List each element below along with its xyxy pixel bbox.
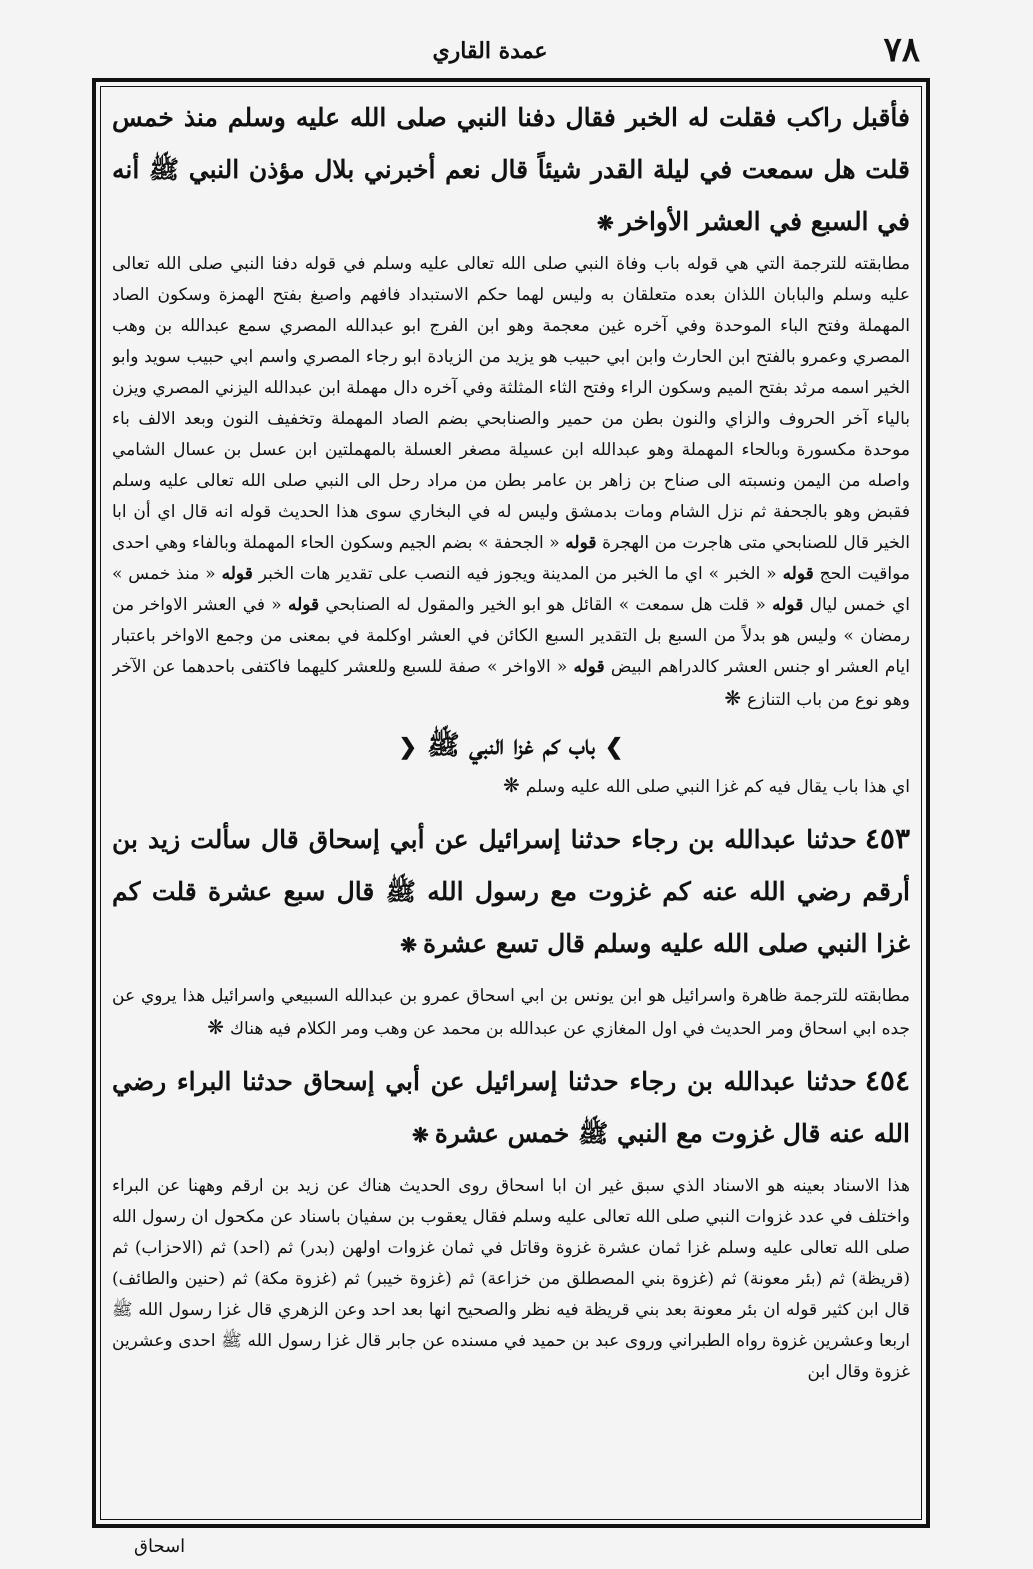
commentary-keyword: قوله — [565, 533, 597, 553]
commentary-text: « قلت هل سمعت » القائل هو ابو الخير والمقول له الصنابحي — [319, 595, 773, 615]
hadith-454-text: حدثنا عبدالله بن رجاء حدثنا إسرائيل عن أبي إسحاق حدثنا البراء رضي الله عنه قال غزوت مع النبي ﷺ خمس عشرة — [112, 1067, 910, 1148]
commentary-keyword: قوله — [287, 595, 320, 615]
commentary-text: « الاواخر » صفة للسبع وللعشر كليهما فاكتفى باحدهما عن الآخر وهو نوع من باب التنازع — [112, 657, 910, 710]
page-header — [60, 30, 920, 80]
page-content — [112, 92, 910, 1516]
commentary-paragraph-2: مطابقته للترجمة ظاهرة واسرائيل هو ابن يونس بن ابي اسحاق عمرو بن عبدالله السبيعي واسرائيل هذا يروي عن جده ابي اسحاق ومر الحديث في اول المغازي عن عبدالله بن محمد عن وهب ومر الكلام فيه هناك❋ — [112, 986, 910, 1039]
page-number: ٧٨ — [883, 30, 920, 70]
commentary-text: مطابقته للترجمة التي هي قوله باب وفاة النبي صلى الله تعالى عليه وسلم في قوله دفنا النبي صلى الله تعالى عليه وسلم والبابان اللذان بعده متعلقان به وليس لهما حكم الاستبداد فافهم واصبغ بفتح الهمزة وسكون الصاد المهملة وفتح الباء الموحدة وفي آخره غين معجمة وهو ابن الفرج ابو عبدالله المصري سمع عبدالله بن وهب المصري وعمرو بالفتح ابن الحارث وابن ابي حبيب هو يزيد من الزيادة ابو رجاء المصري واسم ابي حبيب سويد وابو الخير اسمه مرثد بفتح الميم وسكون الراء وفتح الثاء المثلثة وفي آخره دال مهملة ابن عبدالله اليزني المصري ويزن بالياء آخر الحروف والزاي والنون بطن من حمير والصنابحي بضم الصاد المهملة وتخفيف النون وبعد الالف باء موحدة مكسورة وبالحاء المهملة وهو عبدالله ابن عسيلة مصغر العسلة بالمهملتين ابن عسل بن عسال الشامي واصله من اليمن ونسبته الى صناح بن زاهر بن عامر بطن من مراد رحل الى النبي صلى الله تعالى عليه وسلم فقبض وهو بالجحفة ثم نزل الشام ومات بدمشق وليس له في البخاري سوى هذا الحديث قوله انه قال اي أن ابا الخير قال للصنابحي متى هاجرت من الهجرة — [112, 254, 910, 553]
chapter-heading-text: باب كم غزا النبي ﷺ — [427, 730, 595, 761]
end-ornament-icon: ❋ — [207, 1015, 225, 1039]
commentary-text: « منذ خمس » اي خمس ليال — [112, 564, 910, 615]
hadith-text-top: فأقبل راكب فقلت له الخبر فقال دفنا النبي صلى الله عليه وسلم منذ خمس قلت هل سمعت في ليلة القدر شيئاً قال نعم أخبرني بلال مؤذن النبي ﷺ أنه في السبع في العشر الأواخر❋ — [112, 103, 910, 236]
hadith-number: ٤٥٤ — [864, 1064, 910, 1097]
ornament-right-icon: ❯ — [604, 734, 624, 760]
commentary-keyword: قوله — [772, 595, 804, 615]
chapter-subtitle: اي هذا باب يقال فيه كم غزا النبي صلى الله عليه وسلم❋ — [502, 773, 910, 797]
hadith-453 — [112, 813, 910, 971]
hadith-number: ٤٥٣ — [864, 822, 910, 855]
ornament-left-icon: ❮ — [398, 734, 418, 760]
end-ornament-icon: ❋ — [400, 933, 417, 957]
commentary-keyword: قوله — [573, 657, 605, 677]
commentary-keyword: قوله — [782, 564, 814, 584]
end-ornament-icon: ❋ — [596, 211, 614, 235]
commentary-text: « الخبر » اي ما الخبر من المدينة ويجوز فيه النصب على تقدير هات الخبر — [252, 564, 783, 584]
end-ornament-icon: ❋ — [724, 686, 742, 710]
commentary-paragraph-1 — [112, 249, 910, 716]
catchword: اسحاق — [134, 1536, 186, 1557]
commentary-keyword: قوله — [221, 564, 253, 584]
end-ornament-icon: ❋ — [502, 773, 520, 797]
commentary-paragraph-3: هذا الاسناد بعينه هو الاسناد الذي سبق غير ان ابا اسحاق روى الحديث هناك عن زيد بن ارقم وههنا عن البراء واختلف في عدد غزوات النبي صلى الله تعالى عليه وسلم فقال يعقوب بن سفيان باسناد عن مكحول ان رسول الله صلى الله تعالى عليه وسلم غزا ثمان عشرة غزوة وقاتل في ثمان غزوات اولهن (بدر) ثم (احد) ثم (الاحزاب) ثم (قريظة) ثم (بئر معونة) ثم (غزوة بني المصطلق من خزاعة) ثم (غزوة خيبر) ثم (غزوة مكة) ثم (حنين والطائف) قال ابن كثير قوله ان بئر معونة بعد بني قريظة فيه نظر والصحيح انها بعد احد وعن الزهري قال غزا رسول الله ﷺ اربعا وعشرين غزوة رواه الطبراني وروى عبد بن حميد في مسنده عن جابر قال غزا رسول الله ﷺ احدى وعشرين غزوة وقال ابن — [112, 1176, 910, 1382]
commentary-text: « الجحفة » بضم الجيم وسكون الحاء المهملة وبالفاء وهي احدى مواقيت الحج — [112, 533, 910, 584]
running-title: عمدة القاري — [432, 38, 548, 64]
end-ornament-icon: ❋ — [412, 1123, 429, 1147]
hadith-454 — [112, 1055, 910, 1161]
hadith-453-text: حدثنا عبدالله بن رجاء حدثنا إسرائيل عن أبي إسحاق قال سألت زيد بن أرقم رضي الله عنه كم غزوت مع رسول الله ﷺ قال سبع عشرة قلت كم غزا النبي صلى الله عليه وسلم قال تسع عشرة — [112, 825, 910, 958]
chapter-heading — [112, 728, 910, 768]
commentary-text: « في العشر الاواخر من رمضان » وليس هو بدلاً من السبع بل التقدير السبع الكائن في العشر اوكلمة في بمعنى من وجمع الاواخر باعتبار ايام العشر او جنس العشر كالدراهم البيض — [112, 595, 910, 677]
